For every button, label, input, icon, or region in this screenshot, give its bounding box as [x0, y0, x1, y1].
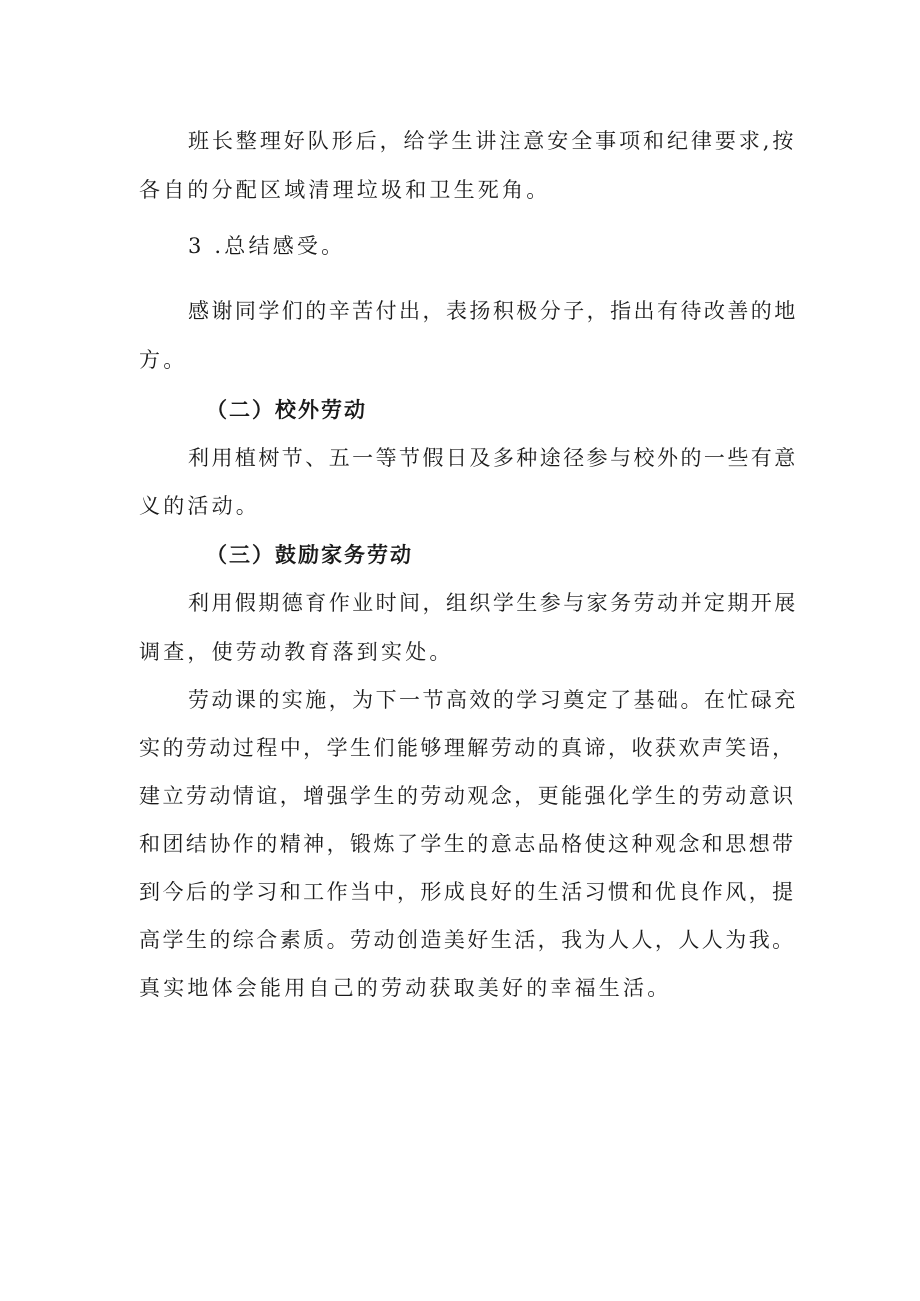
paragraph-line-10: 实的劳动过程中，学生们能够理解劳动的真谛，收获欢声笑语， — [139, 736, 796, 760]
paragraph-line-9: 劳动课的实施，为下一节高效的学习奠定了基础。在忙碌充 — [188, 688, 798, 712]
paragraph-line-12: 和团结协作的精神，锻炼了学生的意志品格使这种观念和思想带 — [139, 832, 796, 856]
paragraph-line-1: 班长整理好队形后，给学生讲注意安全事项和纪律要求,按 — [188, 129, 797, 153]
paragraph-line-7: 利用假期德育作业时间，组织学生参与家务劳动并定期开展 — [188, 591, 798, 615]
paragraph-line-11: 建立劳动情谊，增强学生的劳动观念，更能强化学生的劳动意识 — [139, 784, 796, 808]
paragraph-line-15: 真实地体会能用自己的劳动获取美好的幸福生活。 — [139, 976, 672, 1000]
paragraph-line-5: 利用植树节、五一等节假日及多种途径参与校外的一些有意 — [188, 446, 798, 470]
paragraph-line-3: 感谢同学们的辛苦付出，表扬积极分子，指出有待改善的地 — [188, 299, 798, 323]
step-title: 3 .总结感受。 — [188, 234, 346, 258]
paragraph-line-8: 调查，使劳动教育落到实处。 — [139, 640, 454, 664]
paragraph-line-4: 方。 — [139, 348, 188, 372]
section-heading-2: （二）校外劳动 — [206, 397, 367, 422]
section-heading-3: （三）鼓励家务劳动 — [206, 542, 413, 567]
paragraph-line-6: 义的活动。 — [139, 494, 260, 518]
paragraph-line-14: 高学生的综合素质。劳动创造美好生活，我为人人，人人为我。 — [139, 928, 796, 952]
paragraph-line-13: 到今后的学习和工作当中，形成良好的生活习惯和优良作风，提 — [139, 880, 796, 904]
paragraph-line-2: 各自的分配区域清理垃圾和卫生死角。 — [139, 178, 551, 202]
